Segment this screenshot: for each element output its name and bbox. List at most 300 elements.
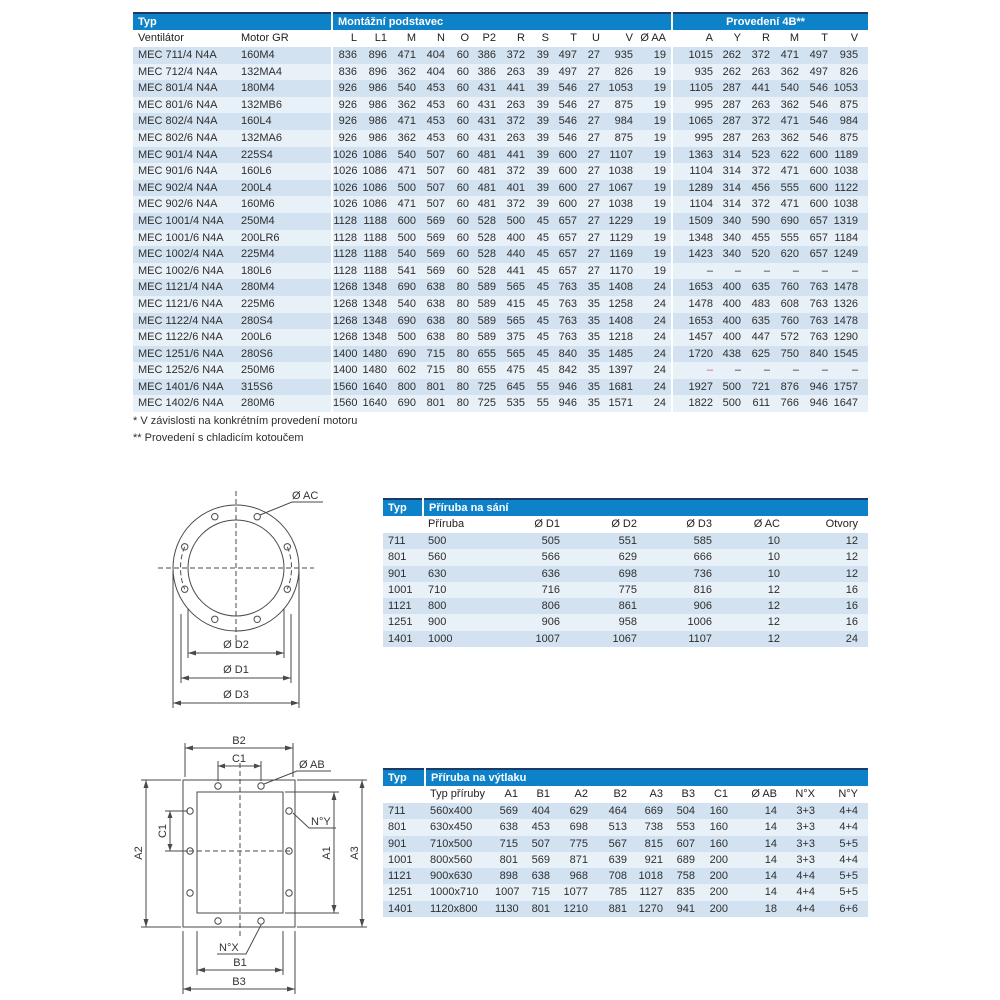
table-cell: 447 <box>746 329 775 346</box>
table-cell: 600 <box>804 180 833 197</box>
table-cell: 589 <box>474 329 501 346</box>
table-cell: 287 <box>718 130 746 147</box>
table-cell: 1007 <box>495 631 565 647</box>
table-cell: 528 <box>474 213 501 230</box>
table-cell: – <box>833 263 868 280</box>
table-cell: 1128 <box>332 246 362 263</box>
table-cell: 639 <box>593 852 632 868</box>
table-cell: – <box>746 362 775 379</box>
table-cell: 1927 <box>672 379 718 396</box>
table-cell: 876 <box>775 379 804 396</box>
table-cell: 500 <box>423 533 495 549</box>
table-cell: 132MA4 <box>236 64 332 81</box>
table-cell: 400 <box>718 279 746 296</box>
table-cell: 1408 <box>605 313 638 330</box>
table-cell: 19 <box>638 147 672 164</box>
table-cell: 39 <box>530 163 554 180</box>
diameter-ab-label: Ø AB <box>299 759 325 771</box>
table-cell: 572 <box>775 329 804 346</box>
table-cell: 12 <box>785 549 868 565</box>
table-cell: 1478 <box>672 296 718 313</box>
table-cell: 60 <box>450 196 474 213</box>
table-cell: 55 <box>530 395 554 412</box>
table-row <box>383 614 868 630</box>
table-cell: 1397 <box>605 362 638 379</box>
column-header: B1 <box>523 786 555 803</box>
suction-table-subheader-row <box>383 516 868 533</box>
table-cell: 372 <box>746 163 775 180</box>
ny-label: N°Y <box>311 816 331 828</box>
table-cell: 60 <box>450 97 474 114</box>
table-cell: 35 <box>582 379 605 396</box>
table-cell: 1000 <box>423 631 495 647</box>
table-cell: 441 <box>501 263 530 280</box>
table-cell: 657 <box>554 246 582 263</box>
table-cell: 1348 <box>362 296 392 313</box>
table-cell: 1653 <box>672 279 718 296</box>
table-cell: 760 <box>775 313 804 330</box>
table-cell: 5+5 <box>820 868 868 884</box>
table-row <box>133 64 868 81</box>
table-cell: 546 <box>554 113 582 130</box>
table-cell: 1251 <box>383 884 425 900</box>
table-cell: 1006 <box>642 614 717 630</box>
table-cell: 946 <box>554 395 582 412</box>
table-cell: 921 <box>632 852 668 868</box>
table-cell: 555 <box>775 230 804 247</box>
table-cell: 80 <box>450 395 474 412</box>
table-cell: 160M4 <box>236 47 332 64</box>
column-header <box>383 516 423 533</box>
table-row <box>133 346 868 363</box>
table-cell: 1127 <box>632 884 668 900</box>
table-cell: 262 <box>718 64 746 81</box>
c1-top-label: C1 <box>231 753 247 765</box>
column-header: M <box>775 30 804 47</box>
table-cell: 500 <box>392 230 421 247</box>
table-cell: 528 <box>474 263 501 280</box>
table-cell: 565 <box>501 313 530 330</box>
table-cell: 881 <box>593 901 632 917</box>
table-cell: 386 <box>474 47 501 64</box>
table-cell: 19 <box>638 246 672 263</box>
table-cell: 507 <box>523 836 555 852</box>
table-cell: 45 <box>530 246 554 263</box>
table-cell: 453 <box>421 80 450 97</box>
table-cell: 600 <box>804 163 833 180</box>
table-cell: 589 <box>474 279 501 296</box>
table-cell: 475 <box>501 362 530 379</box>
table-cell: 1105 <box>672 80 718 97</box>
table-cell: 438 <box>718 346 746 363</box>
table-cell: 471 <box>392 163 421 180</box>
table-cell: 1038 <box>605 196 638 213</box>
table-row <box>383 852 868 868</box>
table-cell: 926 <box>332 113 362 130</box>
table-cell: 1189 <box>833 147 868 164</box>
table-cell: 362 <box>392 130 421 147</box>
table-cell: 1560 <box>332 395 362 412</box>
table-cell: 455 <box>746 230 775 247</box>
table-cell: 560 <box>423 549 495 565</box>
table-cell: 471 <box>392 47 421 64</box>
table-cell: 657 <box>554 213 582 230</box>
table-cell: 1129 <box>605 230 638 247</box>
table-cell: 1268 <box>332 313 362 330</box>
table-cell: 608 <box>775 296 804 313</box>
table-cell: 27 <box>582 263 605 280</box>
table-cell: 39 <box>530 80 554 97</box>
table-cell: 800 <box>423 598 495 614</box>
table-row <box>383 901 868 917</box>
table-cell: 45 <box>530 263 554 280</box>
table-cell: 35 <box>582 329 605 346</box>
table-cell: 60 <box>450 130 474 147</box>
main-table-body <box>133 47 868 412</box>
table-cell: 657 <box>804 213 833 230</box>
table-cell: 200 <box>700 901 733 917</box>
table-cell: 3+3 <box>782 836 820 852</box>
table-cell: 690 <box>392 279 421 296</box>
table-cell: 775 <box>565 582 642 598</box>
table-cell: 801 <box>421 395 450 412</box>
table-cell: 24 <box>638 279 672 296</box>
table-cell: 12 <box>785 566 868 582</box>
column-header: C1 <box>700 786 733 803</box>
column-header: Y <box>718 30 746 47</box>
table-cell: 520 <box>746 246 775 263</box>
table-cell: 401 <box>501 180 530 197</box>
table-cell: 535 <box>501 395 530 412</box>
table-cell: 35 <box>582 296 605 313</box>
table-cell: 1210 <box>555 901 593 917</box>
table-cell: 27 <box>582 130 605 147</box>
table-cell: 1038 <box>605 163 638 180</box>
table-cell: 935 <box>833 47 868 64</box>
table-cell: 766 <box>775 395 804 412</box>
table-cell: 1188 <box>362 213 392 230</box>
table-cell: 1348 <box>362 279 392 296</box>
table-cell: 1130 <box>495 901 523 917</box>
table-cell: 500 <box>501 213 530 230</box>
table-cell: – <box>746 263 775 280</box>
column-header: A <box>672 30 718 47</box>
table-cell: 431 <box>474 97 501 114</box>
table-cell: 1086 <box>362 163 392 180</box>
table-cell: 941 <box>668 901 700 917</box>
table-cell: 555 <box>775 180 804 197</box>
table-cell: 1184 <box>833 230 868 247</box>
table-cell: 1509 <box>672 213 718 230</box>
table-cell: 19 <box>638 263 672 280</box>
table-cell: 569 <box>421 213 450 230</box>
table-cell: 775 <box>555 836 593 852</box>
table-row <box>133 196 868 213</box>
table-cell: 39 <box>530 97 554 114</box>
table-cell: – <box>775 263 804 280</box>
table-cell: MEC 802/4 N4A <box>133 113 236 130</box>
table-cell: 638 <box>495 819 523 835</box>
table-cell: 901 <box>383 836 425 852</box>
table-cell: 1478 <box>833 313 868 330</box>
table-cell: 27 <box>582 196 605 213</box>
table-cell: MEC 1001/6 N4A <box>133 230 236 247</box>
table-cell: 763 <box>804 296 833 313</box>
discharge-table-body <box>383 803 868 917</box>
table-cell: 711 <box>383 803 425 819</box>
table-cell: 800 <box>392 379 421 396</box>
table-row <box>133 230 868 247</box>
table-cell: – <box>718 263 746 280</box>
table-row <box>133 263 868 280</box>
table-cell: 375 <box>501 329 530 346</box>
table-cell: 540 <box>392 147 421 164</box>
table-cell: 1000x710 <box>425 884 495 900</box>
table-cell: 19 <box>638 230 672 247</box>
mounting-base-table <box>133 12 868 412</box>
table-cell: 1018 <box>632 868 668 884</box>
table-cell: 453 <box>421 113 450 130</box>
table-row <box>133 362 868 379</box>
table-cell: 314 <box>718 163 746 180</box>
table-cell: 710 <box>423 582 495 598</box>
table-cell: 225S4 <box>236 147 332 164</box>
table-cell: 60 <box>450 246 474 263</box>
table-cell: MEC 1402/6 N4A <box>133 395 236 412</box>
table-row <box>383 549 868 565</box>
table-cell: 471 <box>392 196 421 213</box>
main-title-typ: Typ <box>133 13 332 30</box>
table-cell: 39 <box>530 147 554 164</box>
table-cell: 600 <box>392 213 421 230</box>
table-cell: 431 <box>474 80 501 97</box>
table-cell: 1480 <box>362 362 392 379</box>
table-cell: 657 <box>554 263 582 280</box>
table-cell: 27 <box>582 246 605 263</box>
table-cell: MEC 1002/6 N4A <box>133 263 236 280</box>
table-cell: 569 <box>495 803 523 819</box>
table-cell: 513 <box>593 819 632 835</box>
table-cell: 840 <box>554 346 582 363</box>
table-cell: 600 <box>804 147 833 164</box>
table-cell: 1038 <box>833 196 868 213</box>
column-header: M <box>392 30 421 47</box>
table-cell: 1720 <box>672 346 718 363</box>
column-header: N <box>421 30 450 47</box>
column-header: R <box>746 30 775 47</box>
table-cell: 1401 <box>383 631 423 647</box>
table-cell: 875 <box>605 97 638 114</box>
table-cell: 4+4 <box>820 852 868 868</box>
table-cell: 27 <box>582 163 605 180</box>
table-cell: MEC 711/4 N4A <box>133 47 236 64</box>
table-cell: 400 <box>718 296 746 313</box>
table-cell: 528 <box>474 230 501 247</box>
table-cell: 19 <box>638 130 672 147</box>
column-header: Příruba <box>423 516 495 533</box>
table-cell: 1077 <box>555 884 593 900</box>
table-cell: 540 <box>392 296 421 313</box>
table-cell: 589 <box>474 313 501 330</box>
table-cell: 725 <box>474 395 501 412</box>
column-header: Ø AC <box>717 516 785 533</box>
table-row <box>133 379 868 396</box>
table-cell: 45 <box>530 230 554 247</box>
table-cell: 546 <box>804 80 833 97</box>
table-cell: 14 <box>733 836 782 852</box>
table-cell: 24 <box>638 379 672 396</box>
table-cell: 1348 <box>672 230 718 247</box>
table-cell: 386 <box>474 64 501 81</box>
suction-title-typ: Typ <box>383 499 423 516</box>
table-cell: MEC 801/4 N4A <box>133 80 236 97</box>
table-cell: 1053 <box>605 80 638 97</box>
table-cell: 80 <box>450 362 474 379</box>
table-cell: 711 <box>383 533 423 549</box>
column-header: O <box>450 30 474 47</box>
table-cell: 638 <box>523 868 555 884</box>
column-header: L <box>332 30 362 47</box>
table-cell: 80 <box>450 279 474 296</box>
table-row <box>133 47 868 64</box>
column-header: L1 <box>362 30 392 47</box>
table-cell: 372 <box>501 47 530 64</box>
column-header: Motor GR <box>236 30 332 47</box>
table-cell: 500 <box>392 180 421 197</box>
table-cell: 262 <box>718 47 746 64</box>
table-cell: 785 <box>593 884 632 900</box>
column-header: V <box>833 30 868 47</box>
table-cell: 263 <box>746 64 775 81</box>
table-cell: 80 <box>450 313 474 330</box>
table-cell: 431 <box>474 130 501 147</box>
table-cell: 738 <box>632 819 668 835</box>
table-cell: 1001 <box>383 582 423 598</box>
table-cell: MEC 801/6 N4A <box>133 97 236 114</box>
table-cell: 690 <box>392 395 421 412</box>
table-cell: 569 <box>421 263 450 280</box>
c1-left-label: C1 <box>157 823 169 839</box>
table-cell: 263 <box>501 130 530 147</box>
table-cell: 60 <box>450 64 474 81</box>
table-cell: 657 <box>554 230 582 247</box>
table-cell: 225M6 <box>236 296 332 313</box>
table-cell: 698 <box>555 819 593 835</box>
table-cell: 800x560 <box>425 852 495 868</box>
table-cell: 900x630 <box>425 868 495 884</box>
table-cell: 657 <box>804 230 833 247</box>
table-cell: 861 <box>565 598 642 614</box>
table-cell: 1128 <box>332 213 362 230</box>
column-header: U <box>582 30 605 47</box>
table-cell: 14 <box>733 884 782 900</box>
table-cell: 906 <box>642 598 717 614</box>
table-cell: 45 <box>530 296 554 313</box>
table-cell: 666 <box>642 549 717 565</box>
table-cell: 602 <box>392 362 421 379</box>
table-cell: MEC 1251/6 N4A <box>133 346 236 363</box>
table-cell: – <box>775 362 804 379</box>
column-header: B2 <box>593 786 632 803</box>
table-cell: 1086 <box>362 147 392 164</box>
table-cell: 481 <box>474 180 501 197</box>
table-cell: 1121 <box>383 598 423 614</box>
table-cell: MEC 1121/6 N4A <box>133 296 236 313</box>
table-row <box>133 147 868 164</box>
table-cell: 1400 <box>332 346 362 363</box>
table-cell: 481 <box>474 147 501 164</box>
table-cell: 801 <box>495 852 523 868</box>
table-cell: 763 <box>804 313 833 330</box>
column-header: Ventilátor <box>133 30 236 47</box>
table-cell: MEC 712/4 N4A <box>133 64 236 81</box>
table-cell: 540 <box>392 80 421 97</box>
table-cell: 27 <box>582 47 605 64</box>
table-cell: 160M6 <box>236 196 332 213</box>
table-cell: 441 <box>501 147 530 164</box>
dimension-b1 <box>197 931 283 975</box>
table-cell: 200 <box>700 868 733 884</box>
table-cell: 1128 <box>332 230 362 247</box>
table-cell: 4+4 <box>820 803 868 819</box>
table-cell: 10 <box>717 566 785 582</box>
column-header: N°Y <box>820 786 868 803</box>
table-cell: 372 <box>501 113 530 130</box>
column-header: Ø D1 <box>495 516 565 533</box>
table-cell: 901 <box>383 566 423 582</box>
table-cell: 39 <box>530 47 554 64</box>
table-cell: 1457 <box>672 329 718 346</box>
table-cell: 1822 <box>672 395 718 412</box>
table-cell: 263 <box>501 64 530 81</box>
table-cell: 5+5 <box>820 836 868 852</box>
table-cell: 1401 <box>383 901 425 917</box>
table-cell: 314 <box>718 147 746 164</box>
main-table-subheader-row <box>133 30 868 47</box>
table-cell: 1363 <box>672 147 718 164</box>
table-cell: 60 <box>450 180 474 197</box>
table-cell: 1107 <box>642 631 717 647</box>
table-cell: 225M4 <box>236 246 332 263</box>
table-cell: 995 <box>672 97 718 114</box>
table-cell: 589 <box>474 296 501 313</box>
table-cell: MEC 902/4 N4A <box>133 180 236 197</box>
table-cell: 523 <box>746 147 775 164</box>
table-cell: 27 <box>582 147 605 164</box>
table-cell: 1270 <box>632 901 668 917</box>
table-cell: 716 <box>495 582 565 598</box>
suction-flange-diagram <box>135 481 380 713</box>
table-cell: 1653 <box>672 313 718 330</box>
table-cell: 471 <box>392 113 421 130</box>
table-cell: 481 <box>474 196 501 213</box>
table-cell: 655 <box>474 362 501 379</box>
table-cell: 404 <box>421 47 450 64</box>
table-cell: 690 <box>392 346 421 363</box>
table-cell: 45 <box>530 313 554 330</box>
table-cell: 1251 <box>383 614 423 630</box>
table-cell: 372 <box>746 113 775 130</box>
table-cell: 1290 <box>833 329 868 346</box>
table-cell: 160 <box>700 836 733 852</box>
table-cell: 10 <box>717 533 785 549</box>
table-cell: 1480 <box>362 346 392 363</box>
table-row <box>383 819 868 835</box>
table-cell: 500 <box>718 379 746 396</box>
table-cell: 507 <box>421 196 450 213</box>
table-cell: 1757 <box>833 379 868 396</box>
table-cell: 35 <box>582 362 605 379</box>
